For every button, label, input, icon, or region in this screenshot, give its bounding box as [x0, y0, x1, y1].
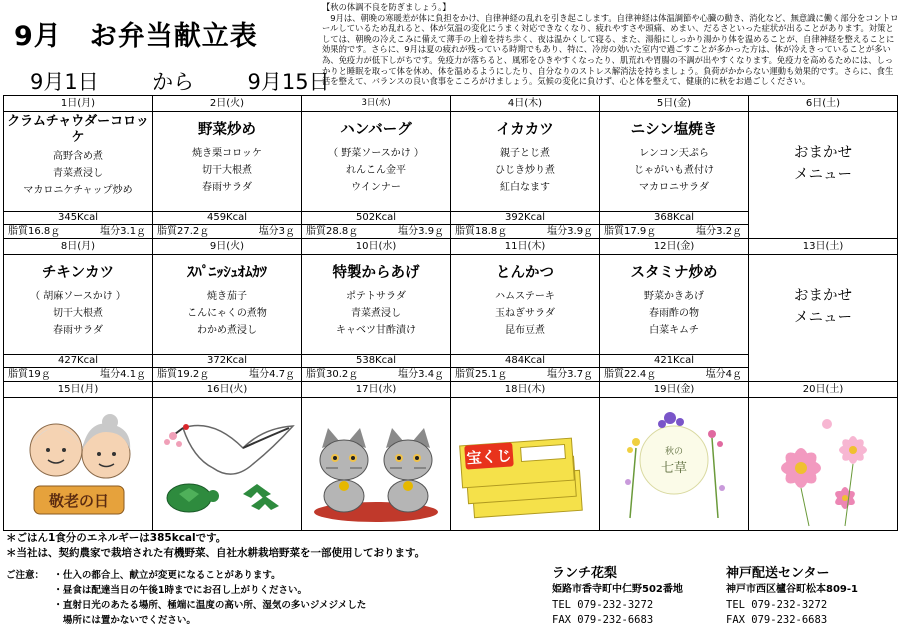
- omakase-line1: おまかせ: [794, 145, 852, 161]
- main-dish: とんかつ: [496, 265, 554, 281]
- day-menu: [4, 112, 153, 212]
- day-date: 16日(火): [153, 382, 302, 398]
- side-dish: 焼き栗コロッケ: [192, 148, 262, 159]
- side-dish: 紅白なます: [500, 182, 550, 193]
- side-dish: 親子とじ煮: [500, 148, 550, 159]
- caution-line: ・仕入の都合上、献立が変更になることがあります。: [53, 570, 281, 581]
- week2-dates: [4, 239, 898, 255]
- side-dish: こんにゃくの煮物: [187, 308, 267, 319]
- nutrition: [302, 225, 451, 239]
- main-dish: ニシン塩焼き: [630, 122, 718, 138]
- saturday-menu: [749, 112, 898, 239]
- shop-fax: FAX 079-232-6683: [552, 614, 654, 626]
- cosmos-flower-icon: [749, 398, 898, 531]
- page-title: 9月 お弁当献立表: [14, 21, 258, 52]
- main-dish: クラムチャウダーコロッケ: [7, 114, 149, 145]
- day-menu: [4, 255, 153, 355]
- salt-value: 塩分3.2ｇ: [696, 226, 743, 237]
- nutrition: [153, 368, 302, 382]
- fat-value: 脂質22.4ｇ: [604, 369, 657, 380]
- kcal-value: 484Kcal: [451, 355, 600, 368]
- side-dish: わかめ煮浸し: [197, 325, 257, 336]
- side-dish: 春雨酢の物: [649, 308, 699, 319]
- day-date: 11日(木): [451, 239, 600, 255]
- main-dish: イカカツ: [496, 122, 554, 138]
- fat-value: 脂質27.2ｇ: [157, 226, 210, 237]
- side-dish: 切干大根煮: [202, 165, 252, 176]
- lottery-ticket-icon: [451, 398, 600, 531]
- main-dish: ｽﾊﾟﾆｯｼｭｵﾑｶﾂ: [187, 265, 267, 281]
- side-dish: 焼き茄子: [207, 291, 247, 302]
- day-menu: [302, 112, 451, 212]
- day-menu: [451, 112, 600, 212]
- salt-value: 塩分3.7ｇ: [547, 369, 594, 380]
- shop-karin: [552, 565, 683, 629]
- crane-turtle-icon: [153, 398, 302, 531]
- day-date: 18日(木): [451, 382, 600, 398]
- side-dish: マカロニサラダ: [639, 182, 709, 193]
- footer-notes: [6, 531, 425, 561]
- fat-value: 脂質30.2ｇ: [306, 369, 359, 380]
- main-dish: 特製からあげ: [332, 265, 420, 281]
- day-menu: [600, 255, 749, 355]
- day-date: 5日(金): [600, 96, 749, 112]
- week3-illustrations: [4, 398, 898, 531]
- day-date: 12日(金): [600, 239, 749, 255]
- salt-value: 塩分4.7ｇ: [249, 369, 296, 380]
- day-date: 10日(水): [302, 239, 451, 255]
- kcal-value: 392Kcal: [451, 212, 600, 225]
- main-dish: ハンバーグ: [340, 122, 412, 138]
- caution-line: 場所には置かないでください。: [53, 615, 196, 626]
- day-date: 15日(月): [4, 382, 153, 398]
- side-dish: 野菜かきあげ: [644, 291, 704, 302]
- shop-name: 神戸配送センター: [726, 566, 830, 581]
- day-menu: [600, 112, 749, 212]
- shop-name: ランチ花梨: [552, 566, 618, 581]
- nanakusa-line1: 秋の: [664, 447, 684, 457]
- kcal-value: 372Kcal: [153, 355, 302, 368]
- side-dish: 玉ねぎサラダ: [495, 308, 555, 319]
- lucky-cats-icon: [302, 398, 451, 531]
- side-dish: ポテトサラダ: [346, 291, 406, 302]
- notice-title: 【秋の体調不良を防ぎましょう。】: [322, 2, 451, 12]
- salt-value: 塩分4.1ｇ: [100, 369, 147, 380]
- shop-address: 神戸市西区櫨谷町松本809-1: [726, 584, 858, 595]
- omakase-line2: メニュー: [794, 167, 852, 183]
- week2-menus: [4, 255, 898, 355]
- shop-kobe: [726, 565, 858, 629]
- week3-dates: [4, 382, 898, 398]
- side-dish: ひじき炒り煮: [495, 165, 555, 176]
- side-dish: キャベツ甘酢漬け: [336, 325, 416, 336]
- side-dish: 青菜煮浸し: [351, 308, 401, 319]
- caution-line: ・昼食は配達当日の午後1時までにお召し上がりください。: [53, 585, 307, 596]
- day-date: 9日(火): [153, 239, 302, 255]
- kcal-value: 421Kcal: [600, 355, 749, 368]
- day-date: 19日(金): [600, 382, 749, 398]
- elderly-couple-icon: [4, 398, 153, 531]
- caution-label: ご注意：: [6, 570, 45, 581]
- salt-value: 塩分3ｇ: [258, 226, 296, 237]
- date-range: [30, 66, 330, 96]
- salt-value: 塩分3.4ｇ: [398, 369, 445, 380]
- day-date: 4日(木): [451, 96, 600, 112]
- lottery-text: 宝くじ: [465, 446, 513, 468]
- fat-value: 脂質19ｇ: [8, 369, 51, 380]
- kcal-value: 345Kcal: [4, 212, 153, 225]
- nanakusa-line2: 七草: [660, 461, 688, 476]
- kcal-value: 427Kcal: [4, 355, 153, 368]
- week1-menus: [4, 112, 898, 212]
- day-date: 20日(土): [749, 382, 898, 398]
- omakase-line2: メニュー: [794, 310, 852, 326]
- shop-address: 姫路市香寺町中仁野502番地: [552, 584, 683, 595]
- fat-value: 脂質17.9ｇ: [604, 226, 657, 237]
- main-dish: 野菜炒め: [198, 122, 256, 138]
- autumn-flowers-icon: [600, 398, 749, 531]
- day-date: 13日(土): [749, 239, 898, 255]
- day-date: 6日(土): [749, 96, 898, 112]
- side-dish: ハムステーキ: [495, 291, 555, 302]
- kcal-value: 538Kcal: [302, 355, 451, 368]
- nutrition: [302, 368, 451, 382]
- caution-notes: [6, 568, 366, 628]
- day-date: 17日(水): [302, 382, 451, 398]
- fat-value: 脂質19.2ｇ: [157, 369, 210, 380]
- side-dish: 春雨サラダ: [202, 182, 252, 193]
- omakase-line1: おまかせ: [794, 288, 852, 304]
- saturday-menu: [749, 255, 898, 382]
- salt-value: 塩分4ｇ: [705, 369, 743, 380]
- side-dish: 切干大根煮: [53, 308, 103, 319]
- caution-line: ・直射日光のあたる場所、極端に温度の高い所、湿気の多いジメジメした: [53, 600, 367, 611]
- side-dish: ウインナー: [351, 182, 401, 193]
- nutrition: [451, 225, 600, 239]
- health-notice: [322, 2, 900, 87]
- day-date: 8日(月): [4, 239, 153, 255]
- range-end: 9月15日: [247, 70, 330, 94]
- kcal-value: 502Kcal: [302, 212, 451, 225]
- kcal-value: 459Kcal: [153, 212, 302, 225]
- side-dish: レンコン天ぷら: [639, 148, 709, 159]
- side-dish: （ 胡麻ソースかけ ）: [30, 291, 126, 302]
- nutrition: [4, 368, 153, 382]
- salt-value: 塩分3.9ｇ: [547, 226, 594, 237]
- day-date: 1日(月): [4, 96, 153, 112]
- side-dish: 青菜煮浸し: [53, 168, 103, 179]
- side-dish: （ 野菜ソースかけ ）: [328, 148, 424, 159]
- kcal-value: 368Kcal: [600, 212, 749, 225]
- side-dish: 昆布豆煮: [505, 325, 545, 336]
- day-menu: [153, 112, 302, 212]
- main-dish: チキンカツ: [41, 265, 115, 281]
- range-mid: から: [152, 70, 195, 94]
- fat-value: 脂質18.8ｇ: [455, 226, 508, 237]
- side-dish: マカロニケチャップ炒め: [23, 185, 133, 196]
- rice-note: ＊ごはん1食分のエネルギーは385kcalです。: [6, 532, 227, 544]
- fat-value: 脂質16.8ｇ: [8, 226, 61, 237]
- side-dish: 高野含め煮: [53, 151, 103, 162]
- side-dish: れんこん金平: [346, 165, 406, 176]
- keirou-text: 敬老の日: [48, 492, 110, 510]
- salt-value: 塩分3.9ｇ: [398, 226, 445, 237]
- day-menu: [153, 255, 302, 355]
- menu-table: [3, 95, 898, 531]
- shop-tel: TEL 079-232-3272: [726, 598, 828, 611]
- side-dish: 春雨サラダ: [53, 325, 103, 336]
- day-date: 2日(火): [153, 96, 302, 112]
- nutrition: [153, 225, 302, 239]
- nutrition: [600, 368, 749, 382]
- notice-body: 9月は、朝晩の寒暖差が体に負担をかけ、自律神経の乱れを引き起こします。自律神経は体温調節や心臓の動き、消化など、無意識に働く部分をコントロールしているため乱れると、体が気温の変化にうまく対応できなくなり、疲れやすさや頭痛、めまい、だるさといった症状が出ることがあります。対策としては、朝晩の冷えこみに備えて薄手の上着を持ち歩く、夜は温かくして寝る、また、湯船にしっかり湯かり体を温めることが、自律神経を整えることに効果的です。さらに、9月は夏の疲れが残っている時期でもあり、特に、冷房の効いた室内で過ごすことが多かった方は、体が冷えきっていることが多い為、免疫力が低下しがちです。免疫力が落ちると、風邪をひきやすくなったり、肌荒れや胃腸の不調が出やすくなります。免疫力を高めるためには、しっかりと睡眠を取って体を休め、体を温めるようにしたり、自分なりのストレス解消法を持ちましょう。負荷がかからない運動も効果的です。さらに、食生活を整えて、バランスの良い食事をこころがけましょう。気候の変化に負けず、心と体を整えて、健康的に秋をお過ごしください。: [322, 12, 899, 87]
- farm-note: ＊当社は、契約農家で栽培された有機野菜、自社水耕栽培野菜を一部使用しております。: [6, 547, 426, 559]
- side-dish: 白菜キムチ: [649, 325, 699, 336]
- fat-value: 脂質25.1ｇ: [455, 369, 508, 380]
- day-date: 3日(水): [302, 96, 451, 112]
- nutrition: [600, 225, 749, 239]
- nutrition: [451, 368, 600, 382]
- day-menu: [451, 255, 600, 355]
- main-dish: スタミナ炒め: [630, 265, 718, 281]
- shop-tel: TEL 079-232-3272: [552, 598, 654, 611]
- nutrition: [4, 225, 153, 239]
- salt-value: 塩分3.1ｇ: [100, 226, 147, 237]
- range-start: 9月1日: [30, 70, 99, 94]
- week1-dates: [4, 96, 898, 112]
- side-dish: じゃがいも煮付け: [634, 165, 714, 176]
- fat-value: 脂質28.8ｇ: [306, 226, 359, 237]
- shop-fax: FAX 079-232-6683: [726, 614, 828, 626]
- day-menu: [302, 255, 451, 355]
